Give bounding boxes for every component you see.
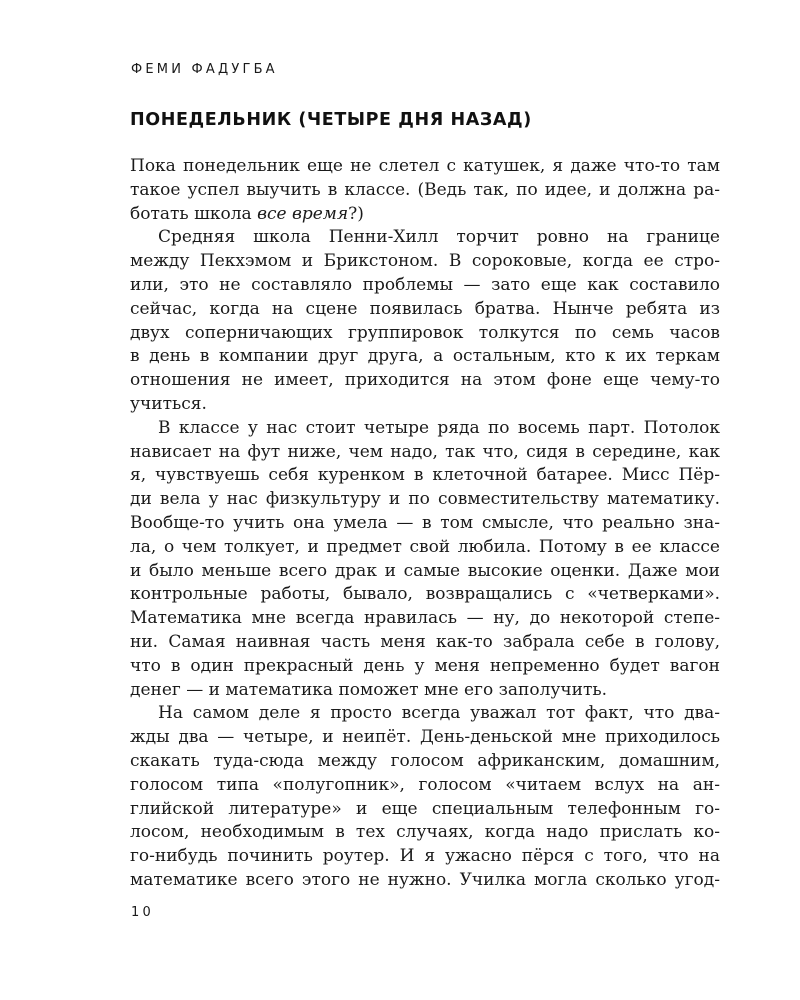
text-line: На самом деле я просто всегда уважал тот факт, что два-: [158, 703, 720, 724]
text-run: ботать школа: [130, 203, 258, 224]
text-line: Математика мне всегда нравилась — ну, до некоторой степе-: [130, 608, 720, 629]
text-line: ди вела у нас физкультуру и по совместительству математику.: [130, 489, 720, 510]
text-line: лосом, необходимым в тех случаях, когда надо прислать ко-: [130, 822, 720, 843]
text-line: двух соперничающих группировок толкутся по семь часов: [130, 322, 720, 343]
body-text: [130, 155, 720, 893]
running-head: ФЕМИ ФАДУГБА: [131, 62, 278, 77]
text-line: В классе у нас стоит четыре ряда по восемь парт. Потолок: [158, 417, 720, 438]
text-line: контрольные работы, бывало, возвращались с «четверками».: [130, 584, 720, 605]
text-line: Средняя школа Пенни-Хилл торчит ровно на границе: [158, 227, 720, 248]
text-line: сейчас, когда на сцене появилась братва. Нынче ребята из: [130, 298, 720, 319]
text-line: отношения не имеет, приходится на этом фоне еще чему-то: [130, 370, 720, 391]
text-line: между Пекхэмом и Брикстоном. В сороковые, когда ее стро-: [130, 251, 720, 272]
text-line: или, это не составляло проблемы — зато еще как составило: [130, 274, 720, 295]
text-line: такое успел выучить в классе. (Ведь так, по идее, и должна ра-: [130, 179, 720, 200]
text-run: ?): [348, 203, 364, 224]
text-line: жды два — четыре, и неипёт. День-деньской мне приходилось: [130, 727, 720, 748]
text-line: го-нибудь починить роутер. И я ужасно пёрся с того, что на: [130, 846, 720, 867]
text-line: я, чувствуешь себя куренком в клеточной батарее. Мисс Пёр-: [130, 465, 720, 486]
text-line: ла, о чем толкует, и предмет свой любила. Потому в ее классе: [130, 536, 720, 557]
text-line: математике всего этого не нужно. Училка могла сколько угод-: [130, 869, 720, 890]
text-line: учиться.: [130, 393, 207, 414]
text-line: [130, 203, 720, 227]
text-line: денег — и математика поможет мне его заполучить.: [130, 679, 608, 700]
text-line: ни. Самая наивная часть меня как-то забрала себе в голову,: [130, 631, 720, 652]
text-line: и было меньше всего драк и самые высокие оценки. Даже мои: [130, 560, 720, 581]
text-line: скакать туда-сюда между голосом африканским, домашним,: [130, 750, 720, 771]
text-line: Пока понедельник еще не слетел с катушек, я даже что-то там: [130, 156, 720, 176]
text-line: голосом типа «полугопник», голосом «читаем вслух на ан-: [130, 774, 720, 795]
text-line: Вообще-то учить она умела — в том смысле, что реально зна-: [130, 512, 720, 533]
italic-text-run: все время: [257, 203, 349, 224]
chapter-title: ПОНЕДЕЛЬНИК (ЧЕТЫРЕ ДНЯ НАЗАД): [130, 110, 532, 130]
text-line: нависает на фут ниже, чем надо, так что, сидя в середине, как: [130, 441, 720, 462]
page-number: 10: [131, 905, 154, 920]
text-line: в день в компании друг друга, а остальным, кто к их теркам: [130, 346, 720, 367]
text-line: глийской литературе» и еще специальным телефонным го-: [130, 798, 720, 819]
text-line: что в один прекрасный день у меня непременно будет вагон: [130, 655, 720, 676]
